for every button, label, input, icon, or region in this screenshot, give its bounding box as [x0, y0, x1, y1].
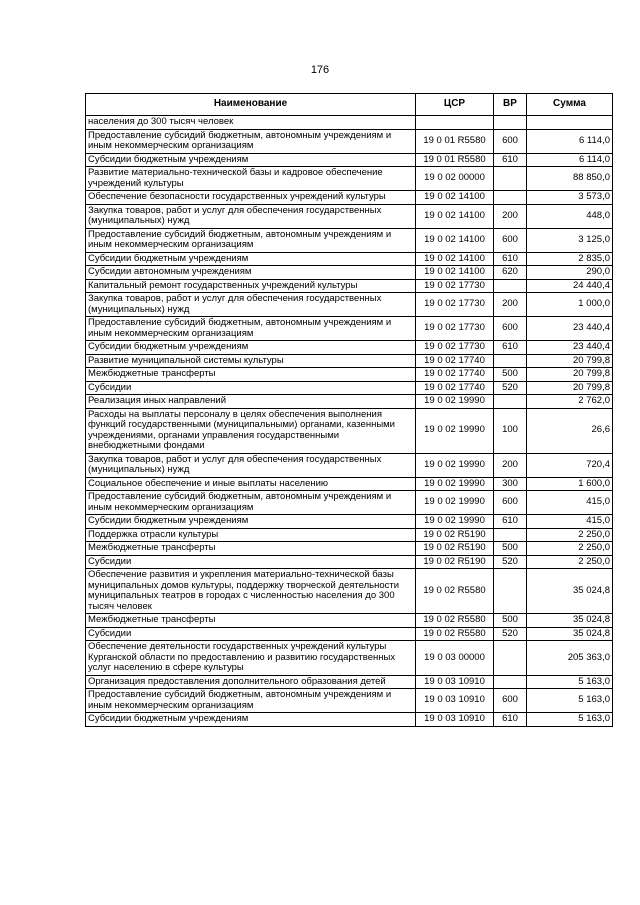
row-csr-cell: 19 0 02 14100	[416, 252, 494, 266]
row-vr-cell: 200	[494, 204, 527, 228]
row-name-cell: Развитие муниципальной системы культуры	[86, 354, 416, 368]
table-row	[86, 515, 613, 529]
table-row	[86, 614, 613, 628]
row-csr-cell: 19 0 02 17730	[416, 341, 494, 355]
row-sum-cell: 35 024,8	[527, 569, 613, 614]
row-name-cell: Закупка товаров, работ и услуг для обеспечения государственных (муниципальных) нужд	[86, 204, 416, 228]
table-row	[86, 354, 613, 368]
row-name-cell: Закупка товаров, работ и услуг для обеспечения государственных (муниципальных) нужд	[86, 293, 416, 317]
row-csr-cell: 19 0 02 17730	[416, 293, 494, 317]
row-vr-cell: 520	[494, 627, 527, 641]
row-vr-cell: 610	[494, 252, 527, 266]
table-row	[86, 167, 613, 191]
table-row	[86, 675, 613, 689]
row-sum-cell: 5 163,0	[527, 713, 613, 727]
row-csr-cell: 19 0 02 17740	[416, 381, 494, 395]
row-csr-cell: 19 0 02 17740	[416, 368, 494, 382]
table-row	[86, 641, 613, 676]
row-sum-cell: 415,0	[527, 491, 613, 515]
row-name-cell: Предоставление субсидий бюджетным, автономным учреждениям и иным некоммерческим организациям	[86, 228, 416, 252]
row-vr-cell: 100	[494, 408, 527, 453]
row-vr-cell	[494, 116, 527, 130]
row-vr-cell: 600	[494, 228, 527, 252]
row-sum-cell: 2 250,0	[527, 555, 613, 569]
row-vr-cell: 520	[494, 555, 527, 569]
table-row	[86, 491, 613, 515]
row-csr-cell	[416, 116, 494, 130]
table-row	[86, 395, 613, 409]
row-sum-cell: 1 600,0	[527, 477, 613, 491]
row-name-cell: Субсидии	[86, 627, 416, 641]
table-row	[86, 204, 613, 228]
row-csr-cell: 19 0 02 R5580	[416, 614, 494, 628]
table-row	[86, 341, 613, 355]
row-vr-cell: 610	[494, 341, 527, 355]
row-name-cell: Закупка товаров, работ и услуг для обеспечения государственных (муниципальных) нужд	[86, 453, 416, 477]
row-vr-cell	[494, 528, 527, 542]
table-row	[86, 153, 613, 167]
row-vr-cell: 610	[494, 515, 527, 529]
header-vr: ВР	[494, 94, 527, 116]
row-vr-cell: 600	[494, 491, 527, 515]
row-csr-cell: 19 0 02 R5190	[416, 542, 494, 556]
row-name-cell: Реализация иных направлений	[86, 395, 416, 409]
row-sum-cell: 23 440,4	[527, 317, 613, 341]
row-sum-cell: 2 762,0	[527, 395, 613, 409]
table-row	[86, 252, 613, 266]
row-sum-cell: 20 799,8	[527, 354, 613, 368]
row-sum-cell: 20 799,8	[527, 368, 613, 382]
row-sum-cell: 88 850,0	[527, 167, 613, 191]
row-name-cell: Обеспечение деятельности государственных учреждений культуры Курганской области по предоставлению и развитию государственных услуг населению в сфере культуры	[86, 641, 416, 676]
row-sum-cell: 3 125,0	[527, 228, 613, 252]
row-sum-cell: 35 024,8	[527, 614, 613, 628]
row-vr-cell: 520	[494, 381, 527, 395]
row-name-cell: Межбюджетные трансферты	[86, 368, 416, 382]
row-sum-cell: 35 024,8	[527, 627, 613, 641]
row-sum-cell: 24 440,4	[527, 279, 613, 293]
row-sum-cell: 6 114,0	[527, 129, 613, 153]
row-csr-cell: 19 0 03 00000	[416, 641, 494, 676]
row-name-cell: Расходы на выплаты персоналу в целях обеспечения выполнения функций государственными (муниципальными) органами, казенными учреждениями, органами управления государственными внебюджетными фондами	[86, 408, 416, 453]
row-vr-cell	[494, 167, 527, 191]
table-row	[86, 555, 613, 569]
row-name-cell: Субсидии бюджетным учреждениям	[86, 515, 416, 529]
row-csr-cell: 19 0 02 R5190	[416, 528, 494, 542]
table-row	[86, 453, 613, 477]
row-csr-cell: 19 0 02 17730	[416, 279, 494, 293]
header-sum: Сумма	[527, 94, 613, 116]
table-row	[86, 528, 613, 542]
table-row	[86, 293, 613, 317]
row-csr-cell: 19 0 02 17730	[416, 317, 494, 341]
row-vr-cell: 200	[494, 453, 527, 477]
row-name-cell: Межбюджетные трансферты	[86, 614, 416, 628]
row-csr-cell: 19 0 02 19990	[416, 453, 494, 477]
row-csr-cell: 19 0 02 19990	[416, 491, 494, 515]
row-sum-cell: 448,0	[527, 204, 613, 228]
row-sum-cell: 20 799,8	[527, 381, 613, 395]
row-csr-cell: 19 0 02 00000	[416, 167, 494, 191]
row-vr-cell: 610	[494, 153, 527, 167]
row-name-cell: Субсидии	[86, 555, 416, 569]
row-vr-cell: 600	[494, 129, 527, 153]
row-name-cell: Предоставление субсидий бюджетным, автономным учреждениям и иным некоммерческим организациям	[86, 317, 416, 341]
row-name-cell: Обеспечение развития и укрепления материально-технической базы муниципальных домов культуры, поддержку творческой деятельности муниципальных театров в городах с численностью населения до 300 тысяч человек	[86, 569, 416, 614]
row-sum-cell: 6 114,0	[527, 153, 613, 167]
row-sum-cell: 3 573,0	[527, 191, 613, 205]
row-name-cell: Предоставление субсидий бюджетным, автономным учреждениям и иным некоммерческим организациям	[86, 491, 416, 515]
header-name: Наименование	[86, 94, 416, 116]
row-sum-cell: 1 000,0	[527, 293, 613, 317]
row-name-cell: Субсидии бюджетным учреждениям	[86, 713, 416, 727]
header-row	[86, 94, 613, 116]
row-name-cell: Субсидии бюджетным учреждениям	[86, 252, 416, 266]
row-name-cell: Субсидии бюджетным учреждениям	[86, 153, 416, 167]
budget-table	[85, 93, 613, 727]
row-csr-cell: 19 0 02 R5580	[416, 627, 494, 641]
row-name-cell: Социальное обеспечение и иные выплаты населению	[86, 477, 416, 491]
row-sum-cell: 2 835,0	[527, 252, 613, 266]
row-sum-cell: 205 363,0	[527, 641, 613, 676]
row-vr-cell	[494, 279, 527, 293]
row-csr-cell: 19 0 03 10910	[416, 713, 494, 727]
table-row	[86, 191, 613, 205]
row-vr-cell: 500	[494, 368, 527, 382]
row-name-cell: Предоставление субсидий бюджетным, автономным учреждениям и иным некоммерческим организациям	[86, 689, 416, 713]
table-row	[86, 542, 613, 556]
table-row	[86, 279, 613, 293]
row-vr-cell: 500	[494, 542, 527, 556]
row-csr-cell: 19 0 03 10910	[416, 675, 494, 689]
row-csr-cell: 19 0 02 19990	[416, 408, 494, 453]
table-row	[86, 116, 613, 130]
table-row	[86, 228, 613, 252]
row-sum-cell: 5 163,0	[527, 675, 613, 689]
row-name-cell: населения до 300 тысяч человек	[86, 116, 416, 130]
row-csr-cell: 19 0 02 14100	[416, 266, 494, 280]
row-sum-cell: 2 250,0	[527, 542, 613, 556]
row-csr-cell: 19 0 02 19990	[416, 477, 494, 491]
row-sum-cell: 2 250,0	[527, 528, 613, 542]
row-vr-cell: 500	[494, 614, 527, 628]
row-vr-cell	[494, 569, 527, 614]
row-name-cell: Межбюджетные трансферты	[86, 542, 416, 556]
row-vr-cell: 300	[494, 477, 527, 491]
row-name-cell: Капитальный ремонт государственных учреждений культуры	[86, 279, 416, 293]
table-row	[86, 713, 613, 727]
row-sum-cell: 720,4	[527, 453, 613, 477]
row-sum-cell: 23 440,4	[527, 341, 613, 355]
row-csr-cell: 19 0 02 19990	[416, 515, 494, 529]
row-vr-cell: 610	[494, 713, 527, 727]
row-csr-cell: 19 0 02 14100	[416, 204, 494, 228]
row-vr-cell	[494, 354, 527, 368]
table-row	[86, 317, 613, 341]
table-row	[86, 569, 613, 614]
row-csr-cell: 19 0 02 R5580	[416, 569, 494, 614]
row-vr-cell: 600	[494, 689, 527, 713]
header-csr: ЦСР	[416, 94, 494, 116]
row-csr-cell: 19 0 02 R5190	[416, 555, 494, 569]
page-number: 176	[310, 64, 330, 76]
row-name-cell: Субсидии бюджетным учреждениям	[86, 341, 416, 355]
row-sum-cell	[527, 116, 613, 130]
row-name-cell: Поддержка отрасли культуры	[86, 528, 416, 542]
row-csr-cell: 19 0 02 14100	[416, 191, 494, 205]
row-vr-cell	[494, 191, 527, 205]
row-sum-cell: 290,0	[527, 266, 613, 280]
row-csr-cell: 19 0 02 14100	[416, 228, 494, 252]
table-row	[86, 689, 613, 713]
row-csr-cell: 19 0 02 19990	[416, 395, 494, 409]
row-name-cell: Субсидии	[86, 381, 416, 395]
table-row	[86, 266, 613, 280]
row-vr-cell: 200	[494, 293, 527, 317]
row-vr-cell	[494, 395, 527, 409]
table-row	[86, 408, 613, 453]
row-csr-cell: 19 0 02 17740	[416, 354, 494, 368]
row-sum-cell: 5 163,0	[527, 689, 613, 713]
row-sum-cell: 415,0	[527, 515, 613, 529]
row-vr-cell: 620	[494, 266, 527, 280]
row-csr-cell: 19 0 01 R5580	[416, 129, 494, 153]
table-row	[86, 129, 613, 153]
row-name-cell: Субсидии автономным учреждениям	[86, 266, 416, 280]
row-csr-cell: 19 0 03 10910	[416, 689, 494, 713]
row-name-cell: Организация предоставления дополнительного образования детей	[86, 675, 416, 689]
row-csr-cell: 19 0 01 R5580	[416, 153, 494, 167]
table-row	[86, 477, 613, 491]
row-vr-cell	[494, 675, 527, 689]
row-name-cell: Обеспечение безопасности государственных учреждений культуры	[86, 191, 416, 205]
row-vr-cell: 600	[494, 317, 527, 341]
row-sum-cell: 26,6	[527, 408, 613, 453]
table-row	[86, 368, 613, 382]
table-row	[86, 381, 613, 395]
row-name-cell: Развитие материально-технической базы и кадровое обеспечение учреждений культуры	[86, 167, 416, 191]
table-row	[86, 627, 613, 641]
row-name-cell: Предоставление субсидий бюджетным, автономным учреждениям и иным некоммерческим организациям	[86, 129, 416, 153]
row-vr-cell	[494, 641, 527, 676]
